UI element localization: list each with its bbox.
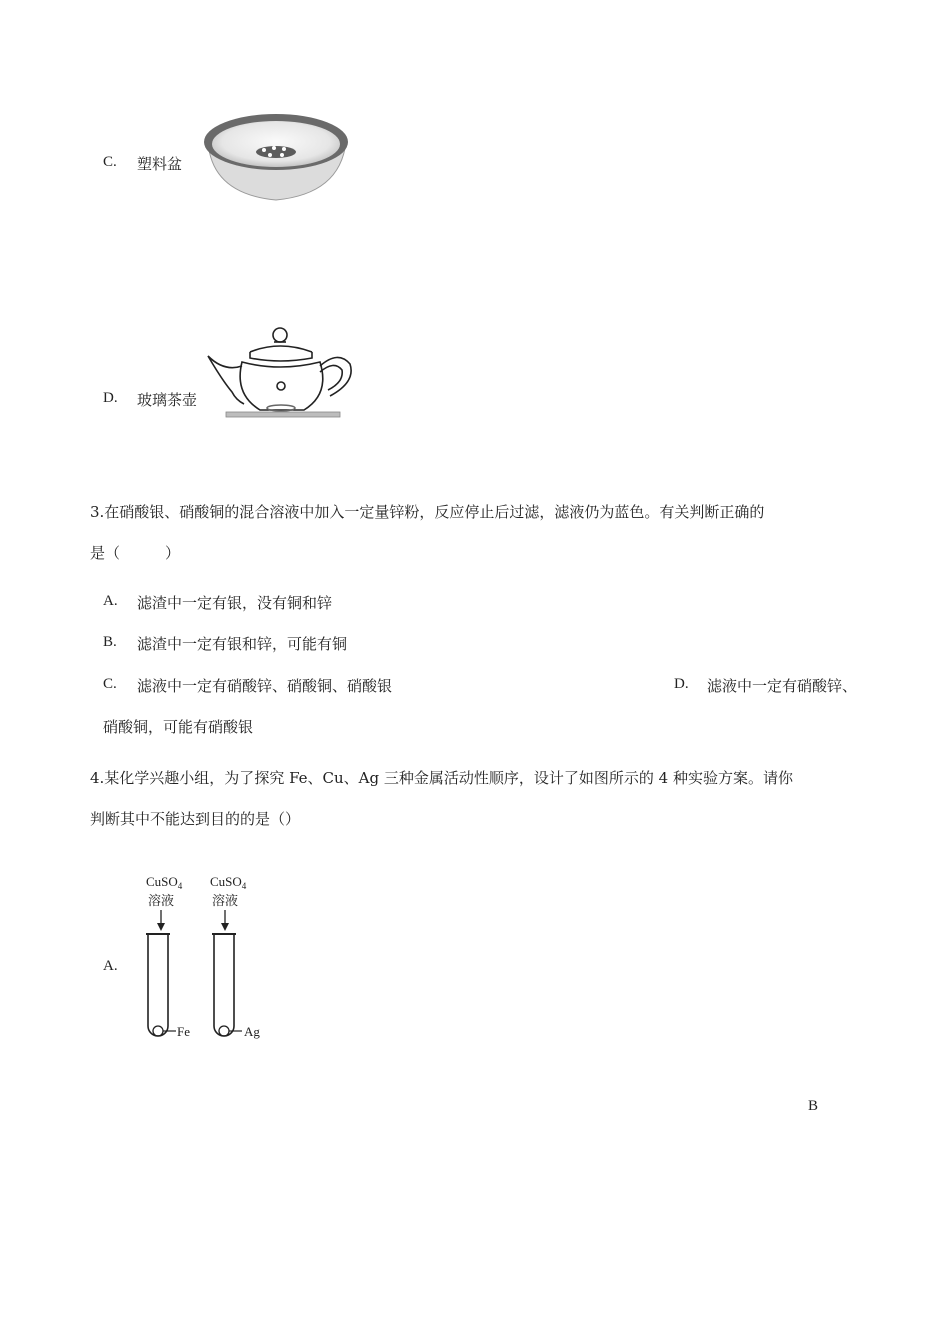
glass-teapot-image xyxy=(204,320,360,424)
q4-stem-line2: 判断其中不能达到目的的是（） xyxy=(90,810,301,828)
q2-option-d-text: 玻璃茶壶 xyxy=(137,391,198,409)
q4-option-a-letter: A. xyxy=(103,958,118,974)
q3-option-c-text: 滤液中一定有硝酸锌、硝酸铜、硝酸银 xyxy=(137,677,393,695)
q3-option-d-text: 滤液中一定有硝酸锌、 xyxy=(707,677,858,695)
q4-stem-line1: 4.某化学兴趣小组，为了探究 Fe、Cu、Ag 三种金属活动性顺序，设计了如图所示的 4 种实验方案。请你 xyxy=(90,769,793,787)
test-tube-1 xyxy=(146,874,190,1039)
q2-option-d-letter: D. xyxy=(103,390,118,406)
test-tube-diagram xyxy=(138,868,278,1048)
plastic-basin-image xyxy=(200,108,352,204)
q2-option-c-text: 塑料盆 xyxy=(137,155,183,173)
q3-option-d-letter: D. xyxy=(674,676,689,692)
tube-2-reagent: CuSO$_4$ xyxy=(210,874,247,891)
tube-2-metal: Ag xyxy=(244,1024,260,1039)
q4-option-b-letter: B xyxy=(808,1098,819,1114)
q3-option-b-text: 滤渣中一定有银和锌，可能有铜 xyxy=(137,635,348,653)
tube-2-reagent-line2: 溶液 xyxy=(212,893,239,908)
tube-1-reagent: CuSO$_4$ xyxy=(146,874,183,891)
q3-option-a-letter: A. xyxy=(103,593,118,609)
q3-option-a-text: 滤渣中一定有银，没有铜和锌 xyxy=(137,594,333,612)
q3-stem-line2: 是（ ） xyxy=(90,544,181,562)
q2-option-c-letter: C. xyxy=(103,154,117,170)
test-tube-2 xyxy=(210,874,260,1039)
q3-option-b-letter: B. xyxy=(103,634,117,650)
q3-option-c-letter: C. xyxy=(103,676,117,692)
q3-stem-line1: 3.在硝酸银、硝酸铜的混合溶液中加入一定量锌粉，反应停止后过滤，滤液仍为蓝色。有关判断正确的 xyxy=(90,503,765,521)
q3-option-d-text-continued: 硝酸铜，可能有硝酸银 xyxy=(103,718,254,736)
tube-1-reagent-line2: 溶液 xyxy=(148,893,175,908)
tube-1-metal: Fe xyxy=(177,1024,190,1039)
